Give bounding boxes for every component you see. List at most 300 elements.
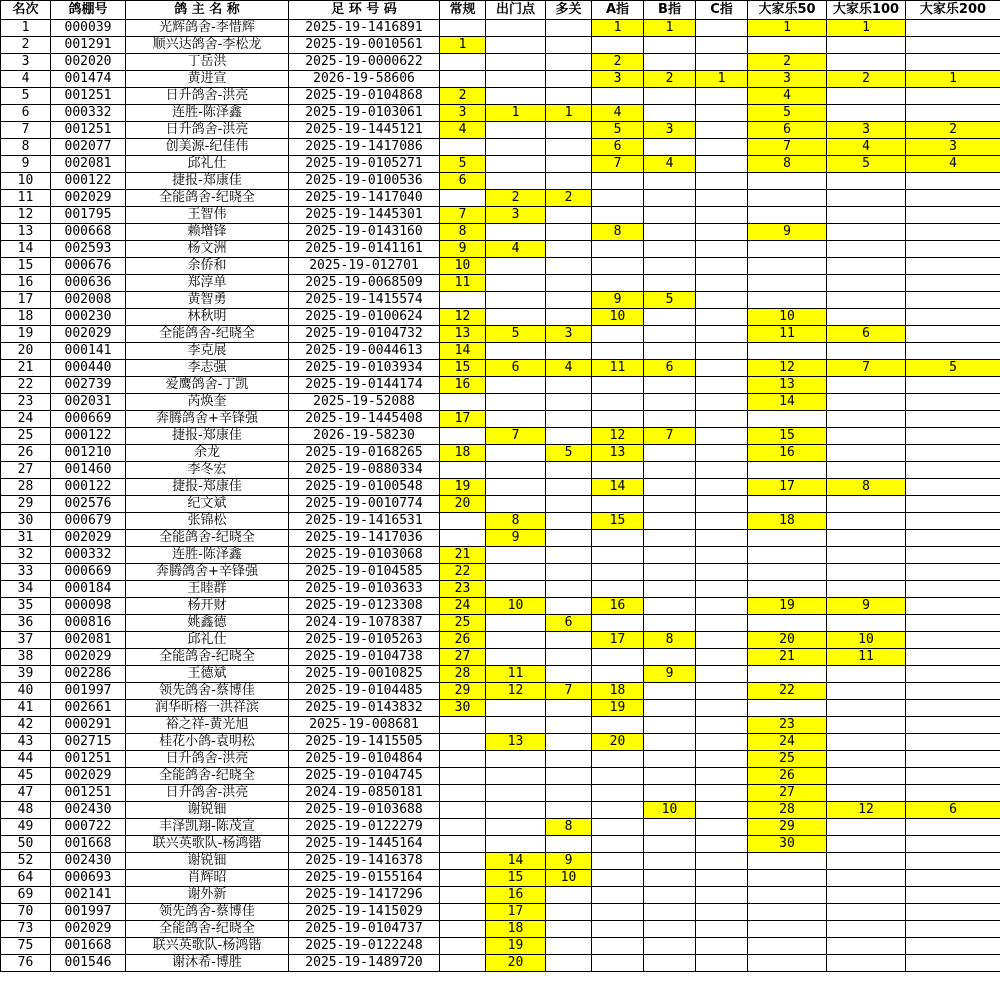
cell-pool-100	[827, 904, 906, 921]
cell-a-index	[592, 547, 644, 564]
cell-pool-100	[827, 258, 906, 275]
cell-owner: 丰泽凯翔-陈茂宣	[126, 819, 289, 836]
cell-multi-stage	[546, 479, 592, 496]
cell-pool-100	[827, 870, 906, 887]
cell-ring: 2025-19-1417040	[289, 190, 440, 207]
cell-loft-id: 002008	[51, 292, 126, 309]
cell-exit-point	[486, 224, 546, 241]
cell-loft-id: 002576	[51, 496, 126, 513]
cell-pool-200: 1	[906, 71, 1000, 88]
table-row	[1, 938, 1000, 955]
cell-c-index	[696, 785, 748, 802]
table-row	[1, 190, 1000, 207]
cell-ring: 2025-19-0104737	[289, 921, 440, 938]
cell-rank: 14	[1, 241, 51, 258]
cell-pool-100	[827, 445, 906, 462]
cell-c-index	[696, 853, 748, 870]
cell-multi-stage	[546, 428, 592, 445]
cell-pool-50: 4	[748, 88, 827, 105]
cell-pool-50	[748, 921, 827, 938]
cell-multi-stage	[546, 309, 592, 326]
cell-owner: 领先鸽舍-蔡博佳	[126, 683, 289, 700]
cell-pool-100: 8	[827, 479, 906, 496]
cell-pool-200: 3	[906, 139, 1000, 156]
cell-pool-100	[827, 717, 906, 734]
table-row	[1, 700, 1000, 717]
cell-regular	[440, 428, 486, 445]
cell-c-index	[696, 955, 748, 972]
cell-pool-50	[748, 581, 827, 598]
cell-b-index	[644, 377, 696, 394]
cell-b-index	[644, 258, 696, 275]
cell-c-index	[696, 632, 748, 649]
header-b-index: B指	[644, 1, 696, 20]
cell-b-index	[644, 275, 696, 292]
cell-regular: 21	[440, 547, 486, 564]
cell-c-index	[696, 904, 748, 921]
cell-owner: 杨文洲	[126, 241, 289, 258]
cell-ring: 2025-19-1489720	[289, 955, 440, 972]
cell-owner: 丁岳洪	[126, 54, 289, 71]
cell-rank: 4	[1, 71, 51, 88]
cell-regular	[440, 904, 486, 921]
cell-rank: 42	[1, 717, 51, 734]
cell-regular: 9	[440, 241, 486, 258]
cell-regular	[440, 190, 486, 207]
cell-exit-point: 12	[486, 683, 546, 700]
cell-pool-50: 2	[748, 54, 827, 71]
cell-a-index	[592, 836, 644, 853]
cell-pool-200	[906, 717, 1000, 734]
cell-exit-point	[486, 122, 546, 139]
cell-a-index	[592, 37, 644, 54]
cell-pool-50: 29	[748, 819, 827, 836]
cell-regular: 12	[440, 309, 486, 326]
cell-rank: 64	[1, 870, 51, 887]
cell-pool-50: 11	[748, 326, 827, 343]
cell-pool-50: 28	[748, 802, 827, 819]
cell-pool-50	[748, 938, 827, 955]
cell-ring: 2025-19-0155164	[289, 870, 440, 887]
cell-c-index	[696, 496, 748, 513]
cell-pool-50	[748, 207, 827, 224]
cell-pool-100	[827, 785, 906, 802]
cell-multi-stage	[546, 751, 592, 768]
cell-c-index	[696, 173, 748, 190]
table-row	[1, 292, 1000, 309]
cell-owner: 芮焕奎	[126, 394, 289, 411]
cell-a-index: 15	[592, 513, 644, 530]
cell-c-index	[696, 428, 748, 445]
cell-pool-100: 9	[827, 598, 906, 615]
cell-pool-100	[827, 224, 906, 241]
cell-pool-50	[748, 343, 827, 360]
cell-owner: 余侨和	[126, 258, 289, 275]
table-row	[1, 122, 1000, 139]
cell-owner: 联兴英歌队-杨鸿锴	[126, 938, 289, 955]
cell-a-index	[592, 819, 644, 836]
cell-loft-id: 002661	[51, 700, 126, 717]
cell-a-index	[592, 258, 644, 275]
cell-b-index: 3	[644, 122, 696, 139]
cell-pool-50	[748, 564, 827, 581]
cell-rank: 24	[1, 411, 51, 428]
cell-multi-stage	[546, 20, 592, 37]
cell-loft-id: 002029	[51, 326, 126, 343]
cell-b-index	[644, 734, 696, 751]
cell-rank: 18	[1, 309, 51, 326]
cell-ring: 2025-19-0010774	[289, 496, 440, 513]
cell-c-index	[696, 666, 748, 683]
cell-pool-100	[827, 819, 906, 836]
cell-loft-id: 001546	[51, 955, 126, 972]
cell-loft-id: 001997	[51, 904, 126, 921]
cell-c-index	[696, 700, 748, 717]
cell-rank: 1	[1, 20, 51, 37]
cell-a-index	[592, 853, 644, 870]
cell-regular	[440, 71, 486, 88]
cell-pool-200	[906, 632, 1000, 649]
cell-a-index: 7	[592, 156, 644, 173]
cell-a-index	[592, 921, 644, 938]
cell-pool-200	[906, 513, 1000, 530]
cell-pool-50: 18	[748, 513, 827, 530]
cell-pool-200: 4	[906, 156, 1000, 173]
cell-pool-200	[906, 768, 1000, 785]
cell-loft-id: 001210	[51, 445, 126, 462]
cell-pool-200	[906, 54, 1000, 71]
cell-exit-point	[486, 139, 546, 156]
cell-ring: 2025-19-1415505	[289, 734, 440, 751]
cell-pool-50	[748, 275, 827, 292]
cell-b-index	[644, 139, 696, 156]
cell-a-index: 16	[592, 598, 644, 615]
cell-a-index	[592, 343, 644, 360]
table-row	[1, 649, 1000, 666]
cell-exit-point: 1	[486, 105, 546, 122]
cell-owner: 联兴英歌队-杨鸿锴	[126, 836, 289, 853]
cell-pool-200	[906, 530, 1000, 547]
cell-c-index	[696, 377, 748, 394]
cell-loft-id: 000098	[51, 598, 126, 615]
cell-loft-id: 001251	[51, 785, 126, 802]
cell-pool-100	[827, 768, 906, 785]
cell-ring: 2025-19-0010561	[289, 37, 440, 54]
cell-exit-point: 11	[486, 666, 546, 683]
cell-regular: 19	[440, 479, 486, 496]
cell-a-index	[592, 717, 644, 734]
header-a-index: A指	[592, 1, 644, 20]
cell-loft-id: 000230	[51, 309, 126, 326]
cell-b-index	[644, 700, 696, 717]
cell-pool-200: 2	[906, 122, 1000, 139]
cell-c-index	[696, 411, 748, 428]
cell-multi-stage	[546, 904, 592, 921]
cell-c-index	[696, 275, 748, 292]
cell-rank: 23	[1, 394, 51, 411]
cell-ring: 2025-19-0104585	[289, 564, 440, 581]
cell-owner: 领先鸽舍-蔡博佳	[126, 904, 289, 921]
cell-rank: 34	[1, 581, 51, 598]
cell-pool-50: 22	[748, 683, 827, 700]
cell-owner: 林秋明	[126, 309, 289, 326]
cell-b-index	[644, 513, 696, 530]
cell-regular	[440, 870, 486, 887]
table-row	[1, 853, 1000, 870]
cell-pool-50	[748, 496, 827, 513]
cell-c-index	[696, 54, 748, 71]
cell-multi-stage	[546, 802, 592, 819]
cell-multi-stage	[546, 462, 592, 479]
cell-b-index	[644, 870, 696, 887]
cell-c-index	[696, 683, 748, 700]
cell-a-index	[592, 938, 644, 955]
cell-pool-100	[827, 887, 906, 904]
cell-ring: 2024-19-0850181	[289, 785, 440, 802]
cell-pool-200	[906, 598, 1000, 615]
table-row	[1, 394, 1000, 411]
table-row	[1, 836, 1000, 853]
cell-c-index	[696, 887, 748, 904]
cell-pool-50	[748, 887, 827, 904]
cell-c-index	[696, 394, 748, 411]
cell-a-index: 3	[592, 71, 644, 88]
cell-rank: 20	[1, 343, 51, 360]
cell-b-index	[644, 241, 696, 258]
cell-pool-100	[827, 394, 906, 411]
cell-pool-100	[827, 207, 906, 224]
cell-c-index	[696, 513, 748, 530]
cell-rank: 10	[1, 173, 51, 190]
header-ring: 足 环 号 码	[289, 1, 440, 20]
header-pool-100: 大家乐100	[827, 1, 906, 20]
cell-pool-50: 6	[748, 122, 827, 139]
cell-multi-stage	[546, 530, 592, 547]
cell-b-index: 5	[644, 292, 696, 309]
cell-ring: 2025-19-0103068	[289, 547, 440, 564]
table-row	[1, 173, 1000, 190]
cell-multi-stage	[546, 37, 592, 54]
cell-owner: 纪文斌	[126, 496, 289, 513]
cell-pool-200: 5	[906, 360, 1000, 377]
cell-ring: 2025-19-0100548	[289, 479, 440, 496]
cell-pool-100	[827, 343, 906, 360]
header-pool-200: 大家乐200	[906, 1, 1000, 20]
table-row	[1, 955, 1000, 972]
cell-owner: 顺兴达鸽舍-李松龙	[126, 37, 289, 54]
cell-b-index	[644, 581, 696, 598]
cell-regular	[440, 717, 486, 734]
cell-b-index	[644, 530, 696, 547]
cell-rank: 28	[1, 479, 51, 496]
cell-c-index	[696, 870, 748, 887]
cell-pool-50: 12	[748, 360, 827, 377]
cell-rank: 3	[1, 54, 51, 71]
cell-pool-50: 25	[748, 751, 827, 768]
cell-multi-stage	[546, 921, 592, 938]
cell-exit-point: 19	[486, 938, 546, 955]
cell-exit-point	[486, 411, 546, 428]
cell-regular	[440, 530, 486, 547]
cell-rank: 47	[1, 785, 51, 802]
cell-b-index	[644, 615, 696, 632]
cell-pool-100	[827, 530, 906, 547]
cell-ring: 2025-19-0100536	[289, 173, 440, 190]
cell-regular: 20	[440, 496, 486, 513]
cell-rank: 44	[1, 751, 51, 768]
cell-multi-stage: 1	[546, 105, 592, 122]
header-row	[1, 1, 1000, 20]
cell-owner: 裕之祥-黄光旭	[126, 717, 289, 734]
cell-a-index: 11	[592, 360, 644, 377]
cell-loft-id: 002031	[51, 394, 126, 411]
table-row	[1, 785, 1000, 802]
table-row	[1, 377, 1000, 394]
cell-rank: 7	[1, 122, 51, 139]
cell-owner: 捷报-郑康佳	[126, 479, 289, 496]
cell-regular: 1	[440, 37, 486, 54]
table-row	[1, 241, 1000, 258]
cell-pool-200	[906, 921, 1000, 938]
cell-loft-id: 002029	[51, 530, 126, 547]
cell-ring: 2025-19-0103934	[289, 360, 440, 377]
cell-pool-100: 3	[827, 122, 906, 139]
cell-ring: 2025-19-012701	[289, 258, 440, 275]
cell-owner: 姚鑫德	[126, 615, 289, 632]
cell-ring: 2025-19-1445408	[289, 411, 440, 428]
cell-regular	[440, 887, 486, 904]
cell-b-index	[644, 598, 696, 615]
cell-ring: 2025-19-0168265	[289, 445, 440, 462]
table-row	[1, 326, 1000, 343]
cell-multi-stage	[546, 156, 592, 173]
cell-multi-stage	[546, 836, 592, 853]
cell-b-index	[644, 173, 696, 190]
cell-owner: 全能鸽舍-纪晓全	[126, 649, 289, 666]
cell-loft-id: 000184	[51, 581, 126, 598]
cell-ring: 2025-19-0044613	[289, 343, 440, 360]
cell-pool-50	[748, 411, 827, 428]
cell-multi-stage: 9	[546, 853, 592, 870]
table-row	[1, 428, 1000, 445]
cell-c-index	[696, 37, 748, 54]
cell-multi-stage: 7	[546, 683, 592, 700]
cell-loft-id: 000816	[51, 615, 126, 632]
cell-loft-id: 001668	[51, 938, 126, 955]
cell-ring: 2025-19-0143832	[289, 700, 440, 717]
cell-regular	[440, 768, 486, 785]
cell-pool-200	[906, 853, 1000, 870]
cell-loft-id: 001795	[51, 207, 126, 224]
cell-loft-id: 001251	[51, 751, 126, 768]
cell-rank: 21	[1, 360, 51, 377]
cell-pool-50	[748, 666, 827, 683]
cell-owner: 日升鸽舍-洪亮	[126, 785, 289, 802]
cell-b-index: 1	[644, 20, 696, 37]
cell-ring: 2025-19-1416891	[289, 20, 440, 37]
cell-regular	[440, 139, 486, 156]
cell-pool-100	[827, 734, 906, 751]
cell-rank: 70	[1, 904, 51, 921]
cell-owner: 日升鸽舍-洪亮	[126, 751, 289, 768]
cell-owner: 谢外新	[126, 887, 289, 904]
cell-ring: 2025-19-52088	[289, 394, 440, 411]
cell-regular	[440, 292, 486, 309]
cell-a-index	[592, 241, 644, 258]
cell-pool-100	[827, 54, 906, 71]
cell-pool-100	[827, 462, 906, 479]
cell-rank: 13	[1, 224, 51, 241]
cell-ring: 2025-19-0880334	[289, 462, 440, 479]
table-row	[1, 20, 1000, 37]
cell-rank: 50	[1, 836, 51, 853]
cell-pool-100	[827, 428, 906, 445]
cell-c-index	[696, 224, 748, 241]
cell-pool-200	[906, 343, 1000, 360]
cell-rank: 49	[1, 819, 51, 836]
cell-multi-stage	[546, 649, 592, 666]
cell-multi-stage	[546, 207, 592, 224]
cell-pool-200	[906, 88, 1000, 105]
cell-loft-id: 002029	[51, 190, 126, 207]
cell-ring: 2025-19-0104732	[289, 326, 440, 343]
cell-loft-id: 001460	[51, 462, 126, 479]
cell-c-index	[696, 462, 748, 479]
table-row	[1, 768, 1000, 785]
cell-multi-stage	[546, 581, 592, 598]
cell-multi-stage	[546, 496, 592, 513]
cell-exit-point	[486, 632, 546, 649]
cell-a-index	[592, 207, 644, 224]
cell-multi-stage	[546, 938, 592, 955]
cell-multi-stage	[546, 71, 592, 88]
cell-b-index	[644, 955, 696, 972]
cell-loft-id: 001668	[51, 836, 126, 853]
cell-pool-200	[906, 479, 1000, 496]
table-row	[1, 683, 1000, 700]
cell-pool-200	[906, 241, 1000, 258]
cell-ring: 2025-19-0105263	[289, 632, 440, 649]
cell-regular: 18	[440, 445, 486, 462]
cell-loft-id: 002029	[51, 768, 126, 785]
cell-pool-50: 9	[748, 224, 827, 241]
cell-multi-stage	[546, 785, 592, 802]
cell-pool-100: 1	[827, 20, 906, 37]
cell-rank: 29	[1, 496, 51, 513]
cell-pool-50: 8	[748, 156, 827, 173]
cell-regular	[440, 785, 486, 802]
cell-owner: 连胜-陈泽鑫	[126, 547, 289, 564]
cell-pool-100	[827, 88, 906, 105]
cell-owner: 桂花小鸽-袁明松	[126, 734, 289, 751]
cell-b-index	[644, 564, 696, 581]
table-row	[1, 156, 1000, 173]
table-row	[1, 530, 1000, 547]
cell-a-index	[592, 411, 644, 428]
cell-regular: 24	[440, 598, 486, 615]
cell-b-index	[644, 411, 696, 428]
cell-pool-100	[827, 938, 906, 955]
cell-loft-id: 000669	[51, 564, 126, 581]
cell-rank: 73	[1, 921, 51, 938]
cell-ring: 2025-19-0000622	[289, 54, 440, 71]
cell-c-index	[696, 836, 748, 853]
cell-pool-50	[748, 292, 827, 309]
cell-multi-stage: 5	[546, 445, 592, 462]
cell-regular: 8	[440, 224, 486, 241]
cell-ring: 2025-19-1445121	[289, 122, 440, 139]
cell-b-index	[644, 496, 696, 513]
